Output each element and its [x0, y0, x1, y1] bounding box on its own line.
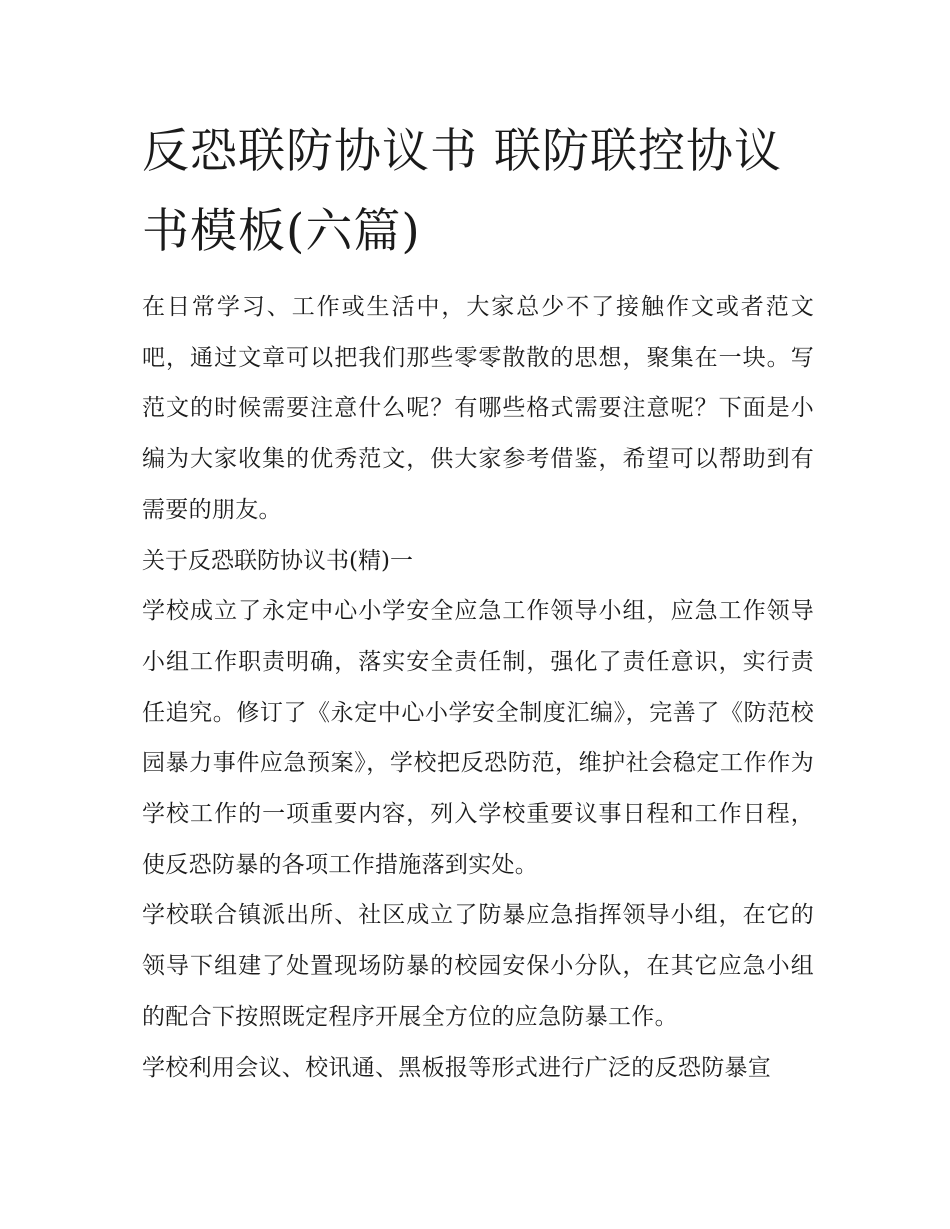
document-body: [142, 282, 814, 1093]
document-title: 反恐联防协议书 联防联控协议书模板(六篇): [142, 124, 782, 259]
intro-paragraph: 在日常学习、工作或生活中，大家总少不了接触作文或者范文吧，通过文章可以把我们那些零零散散的思想，聚集在一块。写范文的时候需要注意什么呢？有哪些格式需要注意呢？下面是小编为大家收集的优秀范文，供大家参考借鉴，希望可以帮助到有需要的朋友。: [142, 294, 814, 523]
document-page: [142, 112, 814, 1093]
body-paragraph: 学校成立了永定中心小学安全应急工作领导小组，应急工作领导小组工作职责明确，落实安全责任制，强化了责任意识，实行责任追究。修订了《永定中心小学安全制度汇编》，完善了《防范校园暴力事件应急预案》，学校把反恐防范，维护社会稳定工作作为学校工作的一项重要内容，列入学校重要议事日程和工作日程，使反恐防暴的各项工作措施落到实处。: [142, 598, 814, 878]
body-paragraph: 学校利用会议、校讯通、黑板报等形式进行广泛的反恐防暴宣: [142, 1054, 772, 1081]
body-paragraph: 学校联合镇派出所、社区成立了防暴应急指挥领导小组，在它的领导下组建了处置现场防暴的校园安保小分队，在其它应急小组的配合下按照既定程序开展全方位的应急防暴工作。: [142, 902, 814, 1030]
section-heading: 关于反恐联防协议书(精)一: [142, 547, 413, 574]
